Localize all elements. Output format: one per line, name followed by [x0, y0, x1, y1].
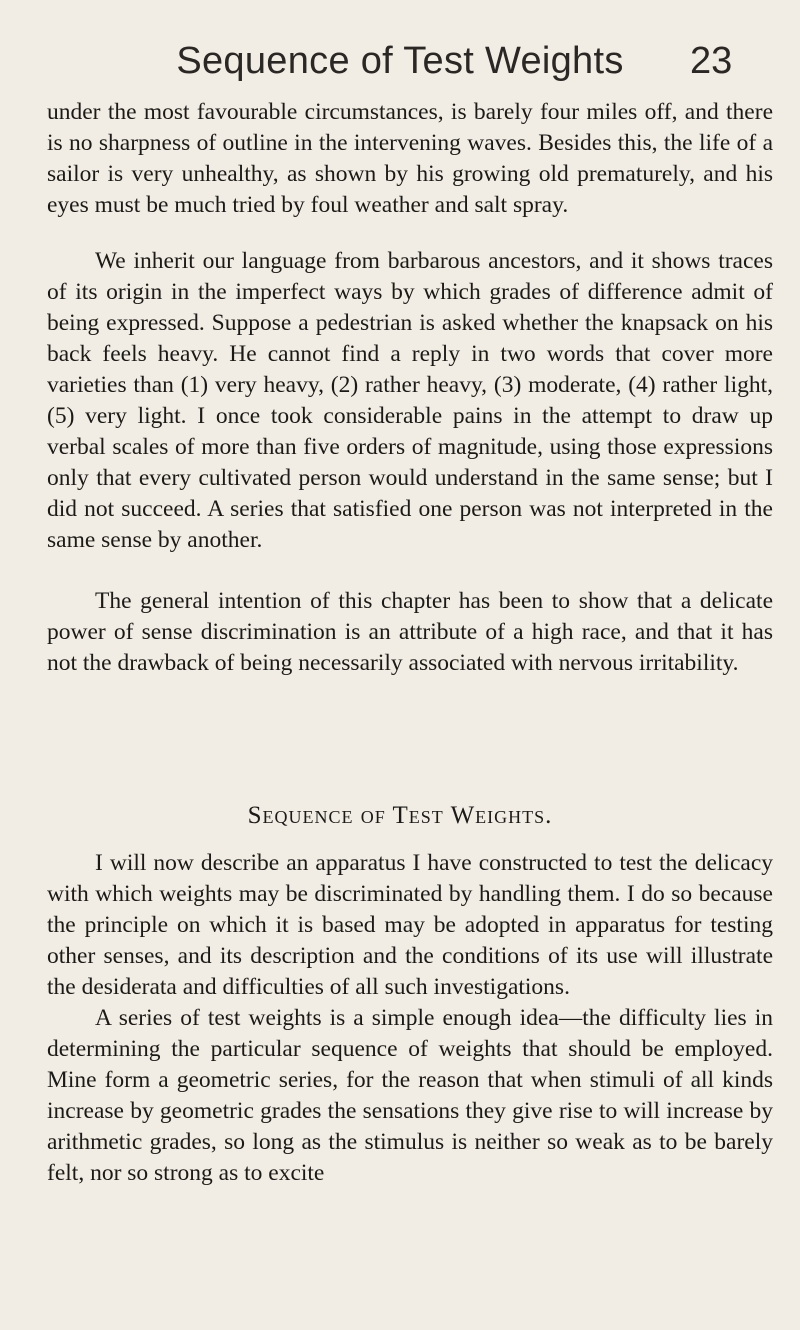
section-heading: Sequence of Test Weights.	[247, 802, 553, 829]
paragraph-series: A series of test weights is a simple enough idea—the difficulty lies in determining the particular sequence of weights that should be employed. Mine form a geometric series, for the reason that when stimuli of all kinds increase by geometric grades the sensations they give rise to will increase by arithmetic grades, so long as the stimulus is neither so weak as to be barely felt, nor so strong as to excite	[47, 1005, 773, 1186]
paragraph-apparatus: I will now describe an apparatus I have constructed to test the delicacy with which weights may be discriminated by handling them. I do so because the principle on which it is based may be adopted in apparatus for testing other senses, and its description and the conditions of its use will illustrate the desiderata and difficulties of all such investigations.	[47, 850, 773, 1000]
page-number: 23	[690, 40, 733, 82]
paragraph-language: We inherit our language from barbarous ancestors, and it shows traces of its origin in the imperfect ways by which grades of difference admit of being expressed. Suppose a pedestrian is asked whether the knapsack on his back feels heavy. He cannot find a reply in two words that cover more varieties than (1) very heavy, (2) rather heavy, (3) moderate, (4) rather light, (5) very light. I once took considerable pains in the attempt to draw up verbal scales of more than five orders of magnitude, using those expressions only that every cultivated person would understand in the same sense; but I did not succeed. A series that satisfied one person was not interpreted in the same sense by another.	[47, 248, 773, 553]
running-title: Sequence of Test Weights	[176, 40, 624, 82]
section-body	[47, 848, 773, 1189]
paragraph-continued: under the most favourable circumstances, is barely four miles off, and there is no sharpness of outline in the intervening waves. Besides this, the life of a sailor is very unhealthy, as shown by his growing old prematurely, and his eyes must be much tried by foul weather and salt spray.	[47, 99, 773, 218]
body-text	[47, 246, 773, 679]
opening-text	[47, 97, 773, 251]
paragraph-intention: The general intention of this chapter has been to show that a delicate power of sense discrimination is an attribute of a high race, and that it has not the drawback of being necessarily associated with nervous irritability.	[47, 588, 773, 676]
running-head	[0, 40, 800, 90]
